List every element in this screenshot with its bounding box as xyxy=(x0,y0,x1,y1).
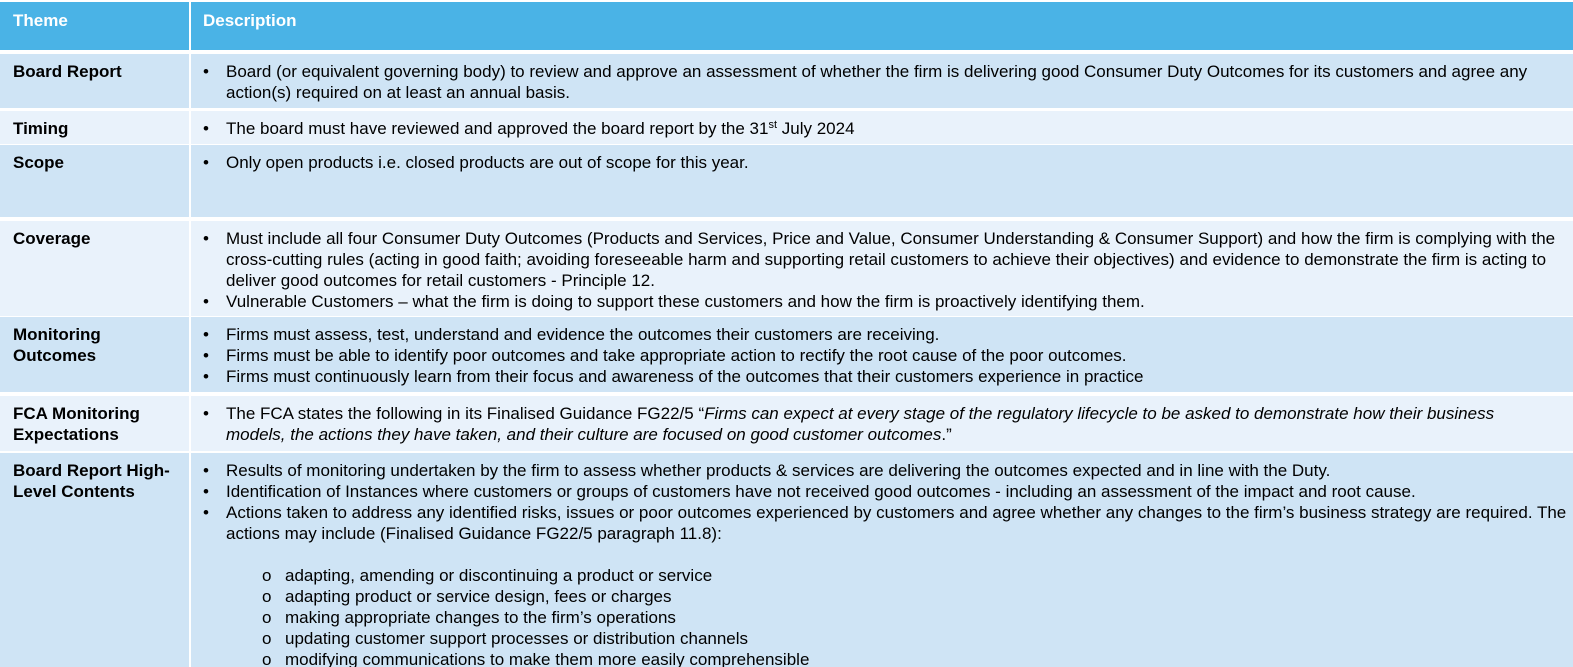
timing-text: The board must have reviewed and approved the board report by the 31 xyxy=(226,119,769,138)
fca-close: .” xyxy=(941,425,952,444)
timing-date: July 2024 xyxy=(777,119,855,138)
bullet-item: • Firms must be able to identify poor outcomes and take appropriate action to rectify the root cause of the poor outcomes. xyxy=(203,345,1563,366)
row-description xyxy=(191,221,1573,316)
sub-bullet-item: o modifying communications to make them more easily comprehensible xyxy=(262,649,1567,667)
row-theme: Board Report High-Level Contents xyxy=(13,461,170,501)
sub-bullet-item: o updating customer support processes or distribution channels xyxy=(262,628,1567,649)
row-theme: Board Report xyxy=(13,62,122,81)
row-theme: Timing xyxy=(13,119,69,138)
sub-bullet-item: o adapting product or service design, fees or charges xyxy=(262,586,1567,607)
table-row xyxy=(0,145,1573,217)
row-theme: FCA Monitoring Expectations xyxy=(13,404,140,444)
table-row xyxy=(0,317,1573,392)
table-row xyxy=(0,453,1573,667)
bullet-item xyxy=(203,403,1533,445)
bullet-item: • Vulnerable Customers – what the firm is doing to support these customers and how the firm is proactively identifying them. xyxy=(203,291,1563,312)
bullet-item: • Actions taken to address any identified risks, issues or poor outcomes experienced by customers and agree whether any changes to the firm’s business strategy are required. The actions may include (Finalised Guidance FG22/5 paragraph 11.8): xyxy=(203,502,1567,544)
bullet-item: • Board (or equivalent governing body) to review and approve an assessment of whether the firm is delivering good Consumer Duty Outcomes for its customers and agree any action(s) required on at least an annual basis. xyxy=(203,61,1563,103)
bullet-item: • Must include all four Consumer Duty Outcomes (Products and Services, Price and Value, Consumer Understanding & Consumer Support) and how the firm is complying with the cross-cutting rules (acting in good faith; avoiding foreseeable harm and supporting retail customers to achieve their objectives) and evidence to demonstrate the firm is acting to deliver good outcomes for retail customers - Principle 12. xyxy=(203,228,1563,291)
row-theme: Coverage xyxy=(13,229,91,248)
fca-quote: Firms can expect at every stage of the regulatory lifecycle to be asked to demonstrate how their business models, the actions they have taken, and their culture are focused on good customer outcomes xyxy=(226,404,1495,444)
header-description: Description xyxy=(203,11,297,30)
row-theme: Monitoring Outcomes xyxy=(13,325,101,365)
row-description xyxy=(191,396,1573,451)
sub-bullet-item: o making appropriate changes to the firm’s operations xyxy=(262,607,1567,628)
row-description xyxy=(191,111,1573,144)
bullet-item: • Only open products i.e. closed products are out of scope for this year. xyxy=(203,152,1563,173)
row-description xyxy=(191,317,1573,392)
ordinal-suffix: st xyxy=(768,119,778,131)
bullet-item xyxy=(203,118,1563,139)
row-description xyxy=(191,453,1573,667)
row-theme: Scope xyxy=(13,153,65,172)
table-row xyxy=(0,111,1573,144)
bullet-item: • Firms must assess, test, understand and evidence the outcomes their customers are receiving. xyxy=(203,324,1563,345)
sub-bullet-item: o adapting, amending or discontinuing a product or service xyxy=(262,565,1567,586)
header-theme: Theme xyxy=(13,11,68,30)
bullet-item: • Firms must continuously learn from their focus and awareness of the outcomes that their customers experience in practice xyxy=(203,366,1563,387)
row-description xyxy=(191,145,1573,217)
table-row xyxy=(0,54,1573,108)
fca-intro: The FCA states the following in its Finalised Guidance FG22/5 “ xyxy=(226,404,705,423)
table-row xyxy=(0,221,1573,316)
bullet-item: • Results of monitoring undertaken by the firm to assess whether products & services are delivering the outcomes expected and in line with the Duty. xyxy=(203,460,1567,481)
table-row xyxy=(0,396,1573,451)
row-description xyxy=(191,54,1573,108)
table-header-row xyxy=(0,2,1573,50)
bullet-item: • Identification of Instances where customers or groups of customers have not received good outcomes - including an assessment of the impact and root cause. xyxy=(203,481,1567,502)
